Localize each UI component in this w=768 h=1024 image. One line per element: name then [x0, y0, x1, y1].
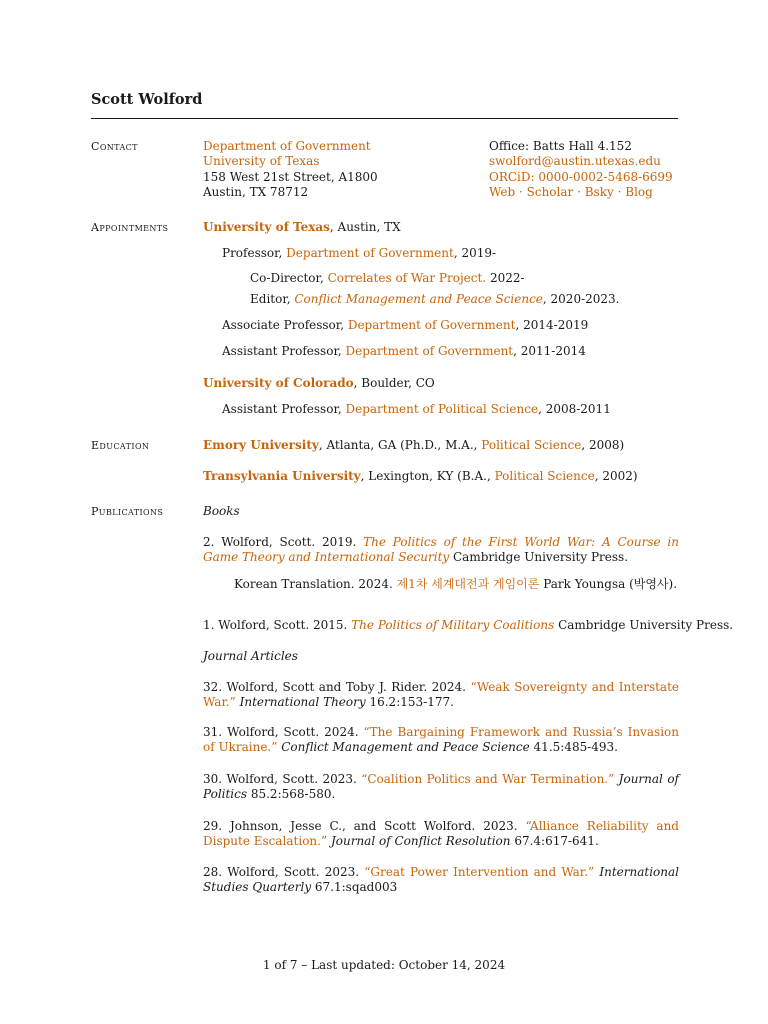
emory-link[interactable]: Emory University [203, 438, 319, 452]
article-29: 29. Johnson, Jesse C., and Scott Wolford. 2023. “Alliance Reliability and Dispute Escalation.” Journal of Conflict Resolution 67.4:617-641. [203, 819, 679, 848]
cmps-link[interactable]: Conflict Management and Peace Science [294, 292, 543, 306]
contact-dept-link[interactable]: Department of Government [203, 139, 371, 153]
polisci-link[interactable]: Political Science [481, 438, 582, 452]
appointment-cu: University of Colorado, Boulder, CO [203, 376, 435, 390]
book-2: 2. Wolford, Scott. 2019. The Politics of the First World War: A Course in Game Theory and International Security Cambridge University Press. [203, 535, 679, 564]
article-30-title-link[interactable]: “Coalition Politics and War Termination.” [361, 772, 615, 786]
contact-office: Office: Batts Hall 4.152 [489, 139, 632, 153]
article-29-title-link[interactable]: “Alliance Reliability and Dispute Escalation.” [203, 819, 679, 848]
bsky-link[interactable]: Bsky [584, 185, 614, 199]
book-1-title-link[interactable]: The Politics of Military Coalitions [351, 618, 555, 632]
contact-univ-link[interactable]: University of Texas [203, 154, 320, 168]
appointment-ut-codirector: Co-Director, Correlates of War Project. 2022- [250, 271, 525, 285]
book-2-korean-translation: Korean Translation. 2024. 제1차 세계대전과 게임이론 Park Youngsa (박영사). [234, 577, 678, 591]
korean-title-link[interactable]: 제1차 세계대전과 게임이론 [396, 577, 540, 591]
appointment-ut: University of Texas, Austin, TX [203, 220, 401, 234]
contact-street: 158 West 21st Street, A1800 [203, 170, 378, 184]
dept-polisci-link[interactable]: Department of Political Science [345, 402, 539, 416]
appointment-ut-associate: Associate Professor, Department of Government, 2014-2019 [222, 318, 589, 332]
scholar-link[interactable]: Scholar [526, 185, 574, 199]
page-footer: 1 of 7 – Last updated: October 14, 2024 [262, 958, 506, 972]
section-heading-appointments: Appointments [91, 221, 169, 234]
ut-link[interactable]: University of Texas [203, 220, 330, 234]
article-32-title-link[interactable]: “Weak Sovereignty and Interstate War.” [203, 680, 679, 709]
books-label: Books [203, 504, 240, 518]
article-31-title-link[interactable]: “The Bargaining Framework and Russia’s Invasion of Ukraine.” [203, 725, 679, 754]
article-31: 31. Wolford, Scott. 2024. “The Bargaining Framework and Russia’s Invasion of Ukraine.” Conflict Management and Peace Science 41.5:485-493. [203, 725, 679, 754]
article-28-title-link[interactable]: “Great Power Intervention and War.” [364, 865, 595, 879]
appointment-cu-assistant: Assistant Professor, Department of Political Science, 2008-2011 [222, 402, 611, 416]
appointment-ut-assistant: Assistant Professor, Department of Government, 2011-2014 [222, 344, 586, 358]
cow-link[interactable]: Correlates of War Project. [327, 271, 487, 285]
appointment-ut-professor: Professor, Department of Government, 2019- [222, 246, 497, 260]
section-heading-publications: Publications [91, 505, 164, 518]
dept-gov-link[interactable]: Department of Government [345, 344, 514, 358]
article-32: 32. Wolford, Scott and Toby J. Rider. 2024. “Weak Sovereignty and Interstate War.” International Theory 16.2:153-177. [203, 680, 679, 709]
blog-link[interactable]: Blog [625, 185, 653, 199]
dept-gov-link[interactable]: Department of Government [347, 318, 516, 332]
section-heading-education: Education [91, 439, 150, 452]
cu-link[interactable]: University of Colorado [203, 376, 354, 390]
web-link[interactable]: Web [489, 185, 516, 199]
contact-links: Web · Scholar · Bsky · Blog [489, 185, 653, 199]
article-30: 30. Wolford, Scott. 2023. “Coalition Politics and War Termination.” Journal of Politics 85.2:568-580. [203, 772, 679, 801]
book-2-title-link[interactable]: The Politics of the First World War: A Course in Game Theory and International Security [203, 535, 679, 564]
header-divider [91, 118, 678, 119]
polisci-link[interactable]: Political Science [494, 469, 595, 483]
book-1: 1. Wolford, Scott. 2015. The Politics of Military Coalitions Cambridge University Press. [203, 618, 734, 632]
page-title: Scott Wolford [91, 91, 203, 108]
education-transylvania: Transylvania University, Lexington, KY (B.A., Political Science, 2002) [203, 469, 638, 483]
education-emory: Emory University, Atlanta, GA (Ph.D., M.A., Political Science, 2008) [203, 438, 625, 452]
contact-email-link[interactable]: swolford@austin.utexas.edu [489, 154, 661, 168]
contact-city: Austin, TX 78712 [203, 185, 309, 199]
section-heading-contact: Contact [91, 140, 138, 153]
contact-orcid-link[interactable]: ORCiD: 0000-0002-5468-6699 [489, 170, 673, 184]
transylvania-link[interactable]: Transylvania University [203, 469, 361, 483]
article-28: 28. Wolford, Scott. 2023. “Great Power Intervention and War.” International Studies Quarterly 67.1:sqad003 [203, 865, 679, 894]
appointment-ut-editor: Editor, Conflict Management and Peace Science, 2020-2023. [250, 292, 620, 306]
dept-gov-link[interactable]: Department of Government [286, 246, 454, 260]
articles-label: Journal Articles [203, 649, 298, 663]
